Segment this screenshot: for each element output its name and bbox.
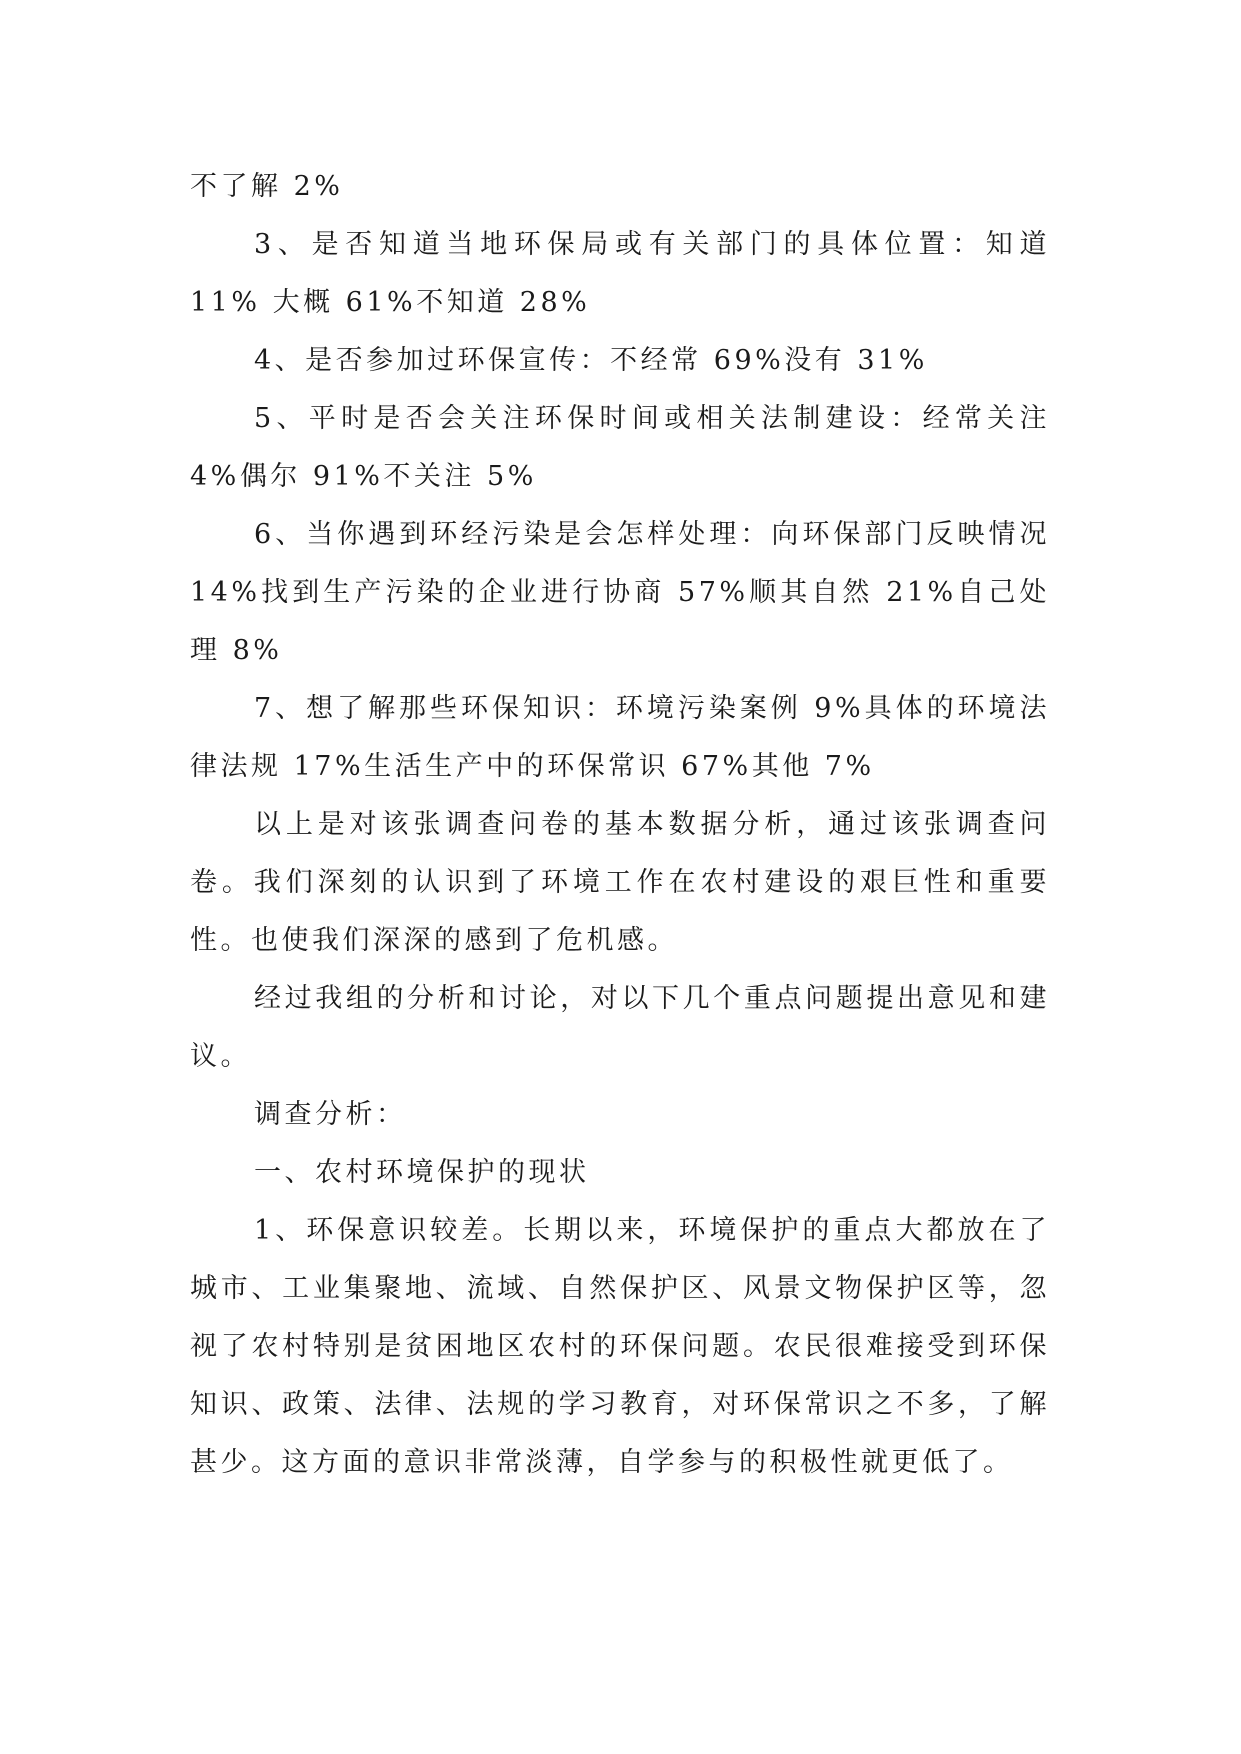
paragraph-q6-pollution-handling: 6、当你遇到环经污染是会怎样处理：向环保部门反映情况 14%找到生产污染的企业进行协商 57%顺其自然 21%自己处理 8% (190, 519, 1050, 666)
paragraph-unknown-2pct: 不了解 2% (190, 171, 344, 202)
section-heading-current-status: 一、农村环境保护的现状 (254, 1157, 590, 1188)
section-heading-analysis: 调查分析： (254, 1099, 407, 1130)
paragraph-summary: 以上是对该张调查问卷的基本数据分析，通过该张调查问卷。我们深刻的认识到了环境工作在农村建设的艰巨性和重要性。也使我们深深的感到了危机感。 (190, 809, 1050, 956)
paragraph-q4-env-publicity: 4、是否参加过环保宣传：不经常 69%没有 31% (254, 345, 928, 376)
document-page (190, 158, 1050, 1492)
paragraph-awareness-poor: 1、环保意识较差。长期以来，环境保护的重点大都放在了城市、工业集聚地、流域、自然保护区、风景文物保护区等，忽视了农村特别是贫困地区农村的环保问题。农民很难接受到环保知识、政策、法律、法规的学习教育，对环保常识之不多，了解甚少。这方面的意识非常淡薄，自学参与的积极性就更低了。 (190, 1215, 1050, 1478)
paragraph-q7-knowledge-wanted: 7、想了解那些环保知识：环境污染案例 9%具体的环境法律法规 17%生活生产中的环保常识 67%其他 7% (190, 693, 1050, 782)
paragraph-suggestions-intro: 经过我组的分析和讨论，对以下几个重点问题提出意见和建议。 (190, 983, 1050, 1072)
paragraph-q5-attention: 5、平时是否会关注环保时间或相关法制建设：经常关注 4%偶尔 91%不关注 5% (190, 403, 1050, 492)
paragraph-q3-epb-location: 3、是否知道当地环保局或有关部门的具体位置：知道 11% 大概 61%不知道 28% (190, 229, 1050, 318)
